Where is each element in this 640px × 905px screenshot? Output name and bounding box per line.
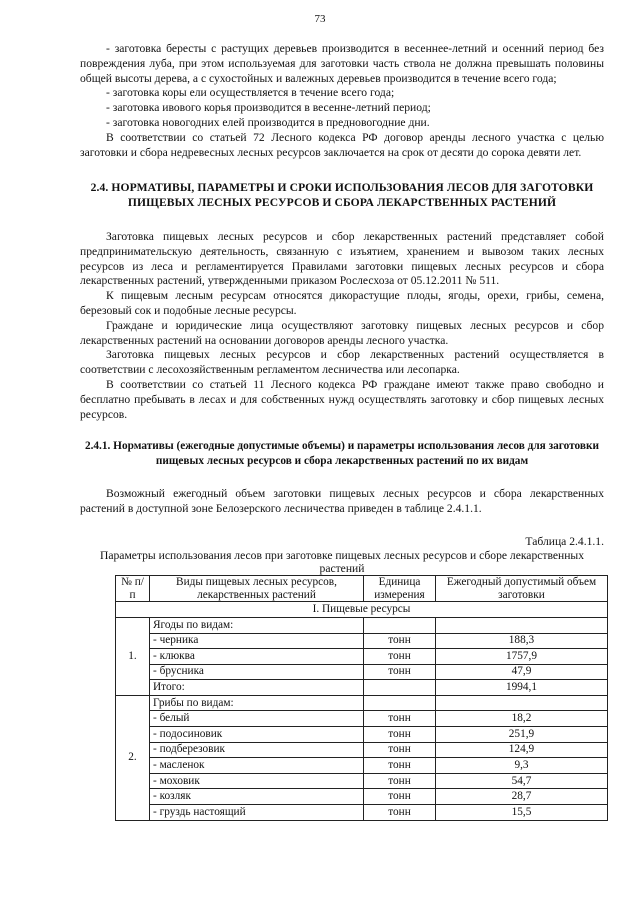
paragraph: В соответствии со статьей 11 Лесного кодекса РФ граждане имеют также право свободно и бесплатно пребывать в лесах и для собственных нужд осуществлять заготовку и сбор пищевых лесных ресурсов. (80, 377, 604, 421)
item-unit: тонн (364, 633, 436, 649)
item-value: 251,9 (436, 727, 608, 743)
group-title: Ягоды по видам: (150, 617, 364, 633)
header-kind: Виды пищевых лесных ресурсов, лекарственных растений (150, 576, 364, 602)
paragraph: Заготовка пищевых лесных ресурсов и сбор лекарственных растений представляет собой предпринимательскую деятельность, связанную с изъятием, хранением и вывозом таких лесных ресурсов из леса и регламентируется Правилами заготовки пищевых лесных ресурсов и сбора лекарственных растений, утвержденными приказом Рослесхоза от 05.12.2011 № 511. (80, 229, 604, 288)
document-body (80, 42, 604, 821)
item-unit: тонн (364, 649, 436, 665)
item-unit: тонн (364, 789, 436, 805)
item-name: - груздь настоящий (150, 805, 364, 821)
resources-table (115, 575, 608, 820)
item-value: 1757,9 (436, 649, 608, 665)
table-row (116, 649, 608, 665)
paragraph: Возможный ежегодный объем заготовки пищевых лесных ресурсов и сбора лекарственных растений в доступной зоне Белозерского лесничества приведен в таблице 2.4.1.1. (80, 486, 604, 515)
table-row (116, 742, 608, 758)
item-unit: тонн (364, 664, 436, 680)
item-name: - черника (150, 633, 364, 649)
item-unit: тонн (364, 773, 436, 789)
item-value: 18,2 (436, 711, 608, 727)
table-label: Таблица 2.4.1.1. (525, 534, 604, 548)
paragraph: Заготовка пищевых лесных ресурсов и сбор лекарственных растений осуществляется в соответствии с лесохозяйственным регламентом лесничества или лесопарка. (80, 348, 604, 377)
paragraph: В соответствии со статьей 72 Лесного кодекса РФ договор аренды лесного участка с целью заготовки и сбора недревесных лесных ресурсов заключается на срок от десяти до сорока девяти лет. (80, 130, 604, 159)
paragraph: - заготовка новогодних елей производится в предновогодние дни. (106, 115, 430, 129)
paragraph: - заготовка коры ели осуществляется в течение всего года; (106, 86, 395, 100)
item-unit: тонн (364, 758, 436, 774)
table-row (116, 758, 608, 774)
table-row (116, 664, 608, 680)
item-name: - брусника (150, 664, 364, 680)
group-title: Грибы по видам: (150, 695, 364, 711)
table-row (116, 727, 608, 743)
item-value: 1994,1 (436, 680, 608, 696)
table-row (116, 711, 608, 727)
item-value: 15,5 (436, 805, 608, 821)
paragraph: - заготовка бересты с растущих деревьев производится в весеннее-летний и осенний период без повреждения луба, при этом используемая для заготовки часть ствола не должна превышать половины общей высоты дерева, а с сухостойных и валежных деревьев производится в течение всего года; (80, 42, 604, 85)
paragraph: Граждане и юридические лица осуществляют заготовку пищевых лесных ресурсов и сбор лекарственных растений на основании договоров аренды лесного участка. (80, 318, 604, 347)
item-name: Итого: (150, 680, 364, 696)
item-value: 124,9 (436, 742, 608, 758)
item-unit: тонн (364, 805, 436, 821)
item-name: - козляк (150, 789, 364, 805)
item-unit: тонн (364, 711, 436, 727)
item-name: - моховик (150, 773, 364, 789)
group-number: 1. (116, 617, 150, 695)
paragraph: - заготовка ивового корья производится в весенне-летний период; (106, 101, 431, 115)
table-title: Параметры использования лесов при заготовке пищевых лесных ресурсов и сборе лекарственных растений (99, 549, 585, 576)
table-row (116, 789, 608, 805)
item-value: 54,7 (436, 773, 608, 789)
item-name: - подосиновик (150, 727, 364, 743)
item-name: - клюква (150, 649, 364, 665)
page-number: 73 (314, 13, 326, 25)
subsection-heading: 2.4.1. Нормативы (ежегодные допустимые объемы) и параметры использования лесов для заготовки пищевых лесных ресурсов и сбора лекарственных растений по их видам (84, 440, 600, 468)
item-name: - белый (150, 711, 364, 727)
item-unit: тонн (364, 742, 436, 758)
section-heading: 2.4. НОРМАТИВЫ, ПАРАМЕТРЫ И СРОКИ ИСПОЛЬЗОВАНИЯ ЛЕСОВ ДЛЯ ЗАГОТОВКИ ПИЩЕВЫХ ЛЕСНЫХ РЕСУРСОВ И СБОРА ЛЕКАРСТВЕННЫХ РАСТЕНИЙ (90, 181, 594, 210)
item-name: - подберезовик (150, 742, 364, 758)
item-unit (364, 680, 436, 696)
item-name: - масленок (150, 758, 364, 774)
table-row (116, 695, 608, 711)
item-value: 47,9 (436, 664, 608, 680)
group-number: 2. (116, 695, 150, 820)
paragraph: К пищевым лесным ресурсам относятся дикорастущие плоды, ягоды, орехи, грибы, семена, березовый сок и подобные лесные ресурсы. (80, 289, 604, 317)
table-row (116, 773, 608, 789)
table-row (116, 805, 608, 821)
table-section-title: I. Пищевые ресурсы (116, 602, 608, 618)
header-num: № п/п (116, 576, 150, 602)
item-value: 9,3 (436, 758, 608, 774)
table-row (116, 617, 608, 633)
header-volume: Ежегодный допустимый объем заготовки (436, 576, 608, 602)
table-row (116, 633, 608, 649)
header-unit: Единица измерения (364, 576, 436, 602)
table-row (116, 680, 608, 696)
item-value: 28,7 (436, 789, 608, 805)
item-value: 188,3 (436, 633, 608, 649)
item-unit: тонн (364, 727, 436, 743)
